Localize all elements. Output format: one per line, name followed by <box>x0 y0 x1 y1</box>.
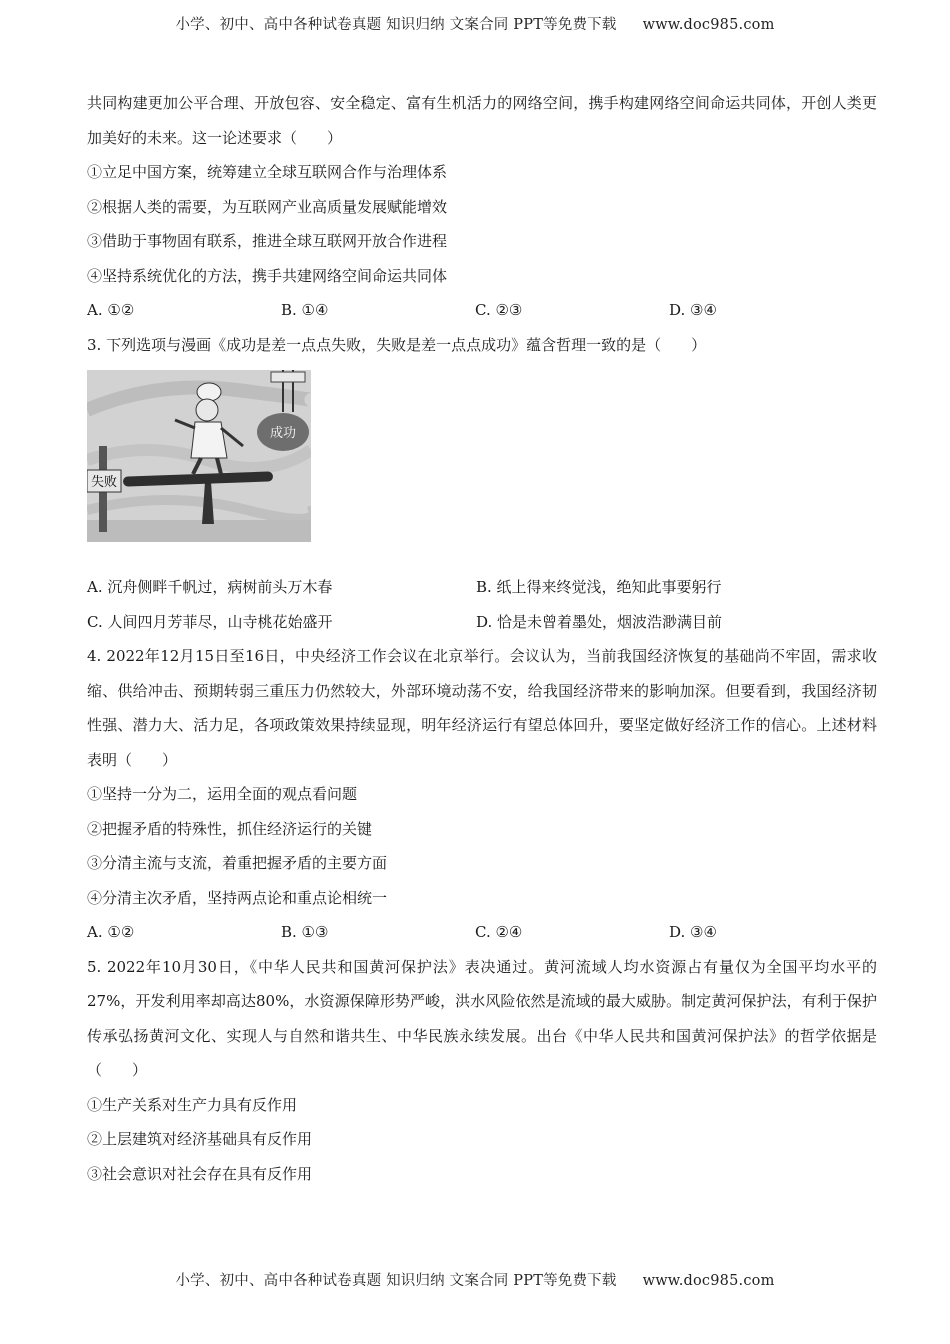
chef-head <box>196 399 218 421</box>
q3-options-row-2 <box>87 605 877 640</box>
q2-item-2: ②根据人类的需要，为互联网产业高质量发展赋能增效 <box>87 197 448 216</box>
q3-cartoon <box>87 370 311 542</box>
q2-options <box>87 293 877 328</box>
q4-item-1: ①坚持一分为二，运用全面的观点看问题 <box>87 785 358 803</box>
header-text: 小学、初中、高中各种试卷真题 知识归纳 文案合同 PPT等免费下载 <box>175 17 617 33</box>
cartoon-label-fail: 失败 <box>90 475 118 490</box>
q4-option-a[interactable]: A. ①② <box>87 923 135 941</box>
q4-options <box>87 915 877 950</box>
q3-option-d[interactable]: D. 恰是未曾着墨处，烟波浩渺满目前 <box>476 612 723 631</box>
q4-option-b[interactable]: B. ①③ <box>281 923 329 941</box>
q4-item-3: ③分清主流与支流，着重把握矛盾的主要方面 <box>87 854 388 872</box>
cartoon-label-success: 成功 <box>269 426 297 441</box>
header-site-link[interactable]: www.doc985.com <box>642 17 775 33</box>
q4-option-c[interactable]: C. ②④ <box>475 923 523 941</box>
q2-option-d[interactable]: D. ③④ <box>669 301 717 319</box>
q2-item-4: ④坚持系统优化的方法，携手共建网络空间命运共同体 <box>87 266 448 285</box>
footer-site-link[interactable]: www.doc985.com <box>642 1273 775 1289</box>
q4-stem: 4. 2022年12月15日至16日，中央经济工作会议在北京举行。会议认为，当前我国经济恢复的基础尚不牢固，需求收缩、供给冲击、预期转弱三重压力仍然较大，外部环境动荡不安，给我国经济带来的影响加深。但要看到，我国经济韧性强、潜力大、活力足，各项政策效果持续显现，明年经济运行有望总体回升，要坚定做好经济工作的信心。上述材料表明（ ） <box>87 647 877 769</box>
q3-option-a[interactable]: A. 沉舟侧畔千帆过，病树前头万木春 <box>87 578 333 596</box>
q2-option-c[interactable]: C. ②③ <box>475 301 523 319</box>
q3-option-c[interactable]: C. 人间四月芳菲尽，山寺桃花始盛开 <box>87 612 333 631</box>
q5-item-3: ③社会意识对社会存在具有反作用 <box>87 1164 313 1183</box>
cartoon-illustration <box>87 370 311 542</box>
q5-stem: 5. 2022年10月30日，《中华人民共和国黄河保护法》表决通过。黄河流域人均水资源占有量仅为全国平均水平的27%，开发利用率却高达80%，水资源保障形势严峻，洪水风险依然是流域的最大威胁。制定黄河保护法，有利于保护传承弘扬黄河文化、实现人与自然和谐共生、中华民族永续发展。出台《中华人民共和国黄河保护法》的哲学依据是（ ） <box>87 957 877 1079</box>
q2-item-3: ③借助于事物固有联系，推进全球互联网开放合作进程 <box>87 232 448 250</box>
exam-content <box>87 86 877 1191</box>
q3-stem: 3. 下列选项与漫画《成功是差一点点失败，失败是差一点点成功》蕴含哲理一致的是（ ） <box>87 335 707 354</box>
q2-item-1: ①立足中国方案，统筹建立全球互联网合作与治理体系 <box>87 163 448 181</box>
q5-item-2: ②上层建筑对经济基础具有反作用 <box>87 1130 313 1148</box>
page-header <box>0 13 950 34</box>
q2-option-a[interactable]: A. ①② <box>87 301 135 319</box>
q5-item-1: ①生产关系对生产力具有反作用 <box>87 1095 298 1114</box>
q2-option-b[interactable]: B. ①④ <box>281 301 329 319</box>
q2-stem: 共同构建更加公平合理、开放包容、安全稳定、富有生机活力的网络空间，携手构建网络空间命运共同体，开创人类更加美好的未来。这一论述要求（ ） <box>87 94 877 147</box>
q3-options-row-1 <box>87 570 877 605</box>
q3-option-b[interactable]: B. 纸上得来终觉浅，绝知此事要躬行 <box>476 578 722 596</box>
q4-option-d[interactable]: D. ③④ <box>669 923 717 941</box>
page-footer <box>0 1269 950 1290</box>
q4-item-4: ④分清主次矛盾，坚持两点论和重点论相统一 <box>87 888 388 907</box>
q4-item-2: ②把握矛盾的特殊性，抓住经济运行的关键 <box>87 819 373 838</box>
footer-text: 小学、初中、高中各种试卷真题 知识归纳 文案合同 PPT等免费下载 <box>175 1273 617 1289</box>
